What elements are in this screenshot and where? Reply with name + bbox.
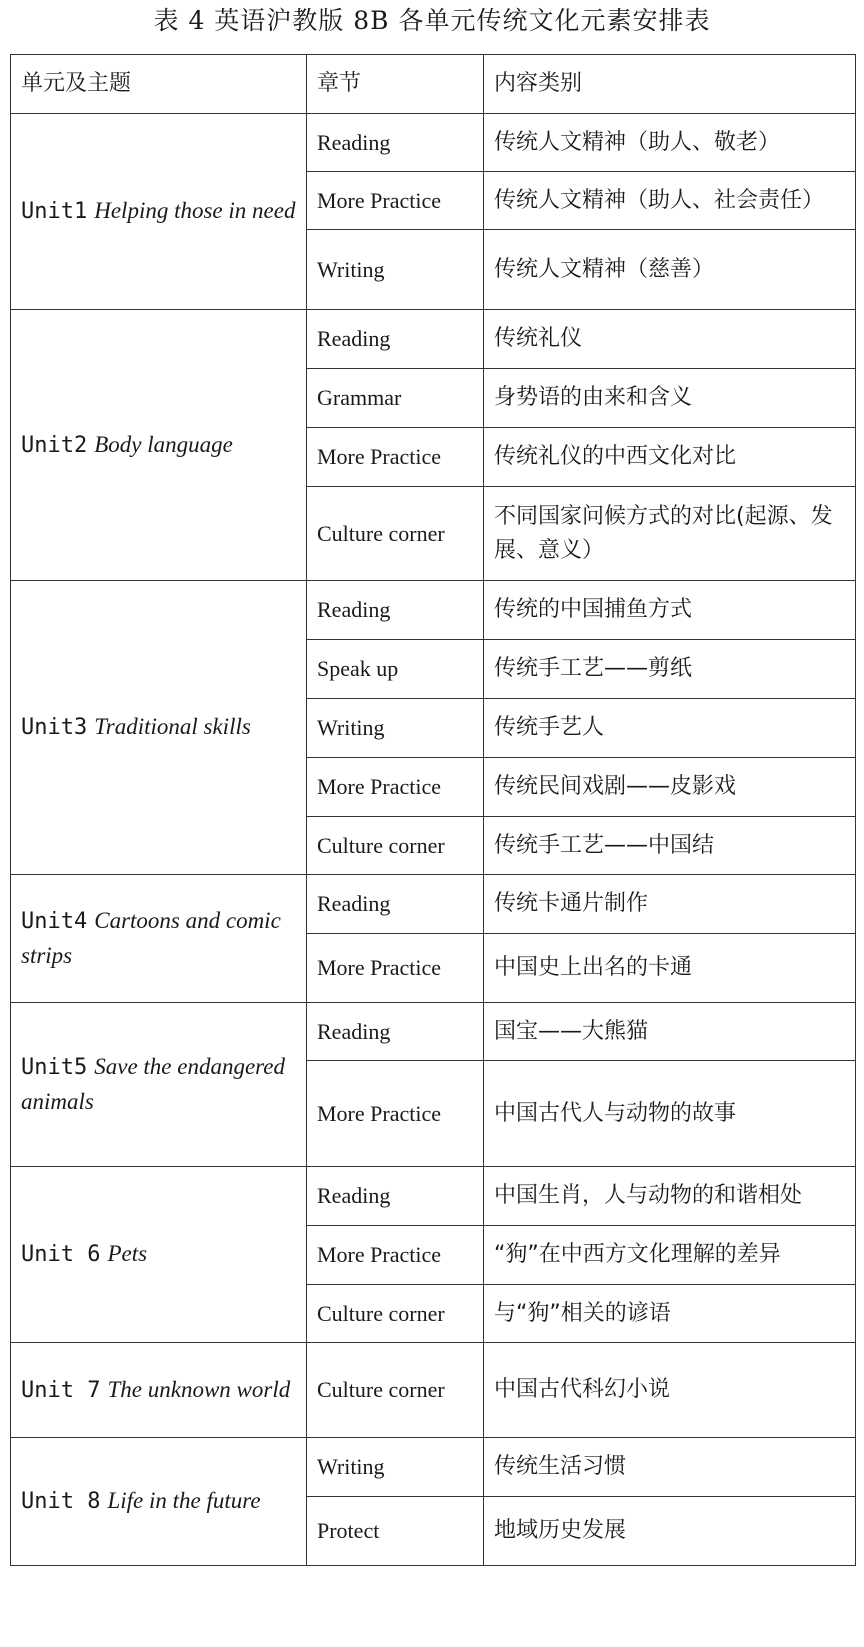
unit-cell-6 bbox=[11, 1167, 307, 1343]
section-cell: Reading bbox=[307, 1003, 484, 1061]
table-row bbox=[11, 1167, 856, 1226]
section-cell: More Practice bbox=[307, 172, 484, 230]
category-cell: 传统人文精神（助人、敬老） bbox=[484, 114, 856, 172]
section-cell: Culture corner bbox=[307, 1343, 484, 1438]
section-cell: Culture corner bbox=[307, 817, 484, 875]
unit-number: Unit4 bbox=[21, 908, 88, 934]
section-cell: More Practice bbox=[307, 758, 484, 817]
category-cell: “狗”在中西方文化理解的差异 bbox=[484, 1226, 856, 1285]
unit-title: Save the endangered animals bbox=[21, 1053, 285, 1114]
section-cell: Reading bbox=[307, 875, 484, 934]
unit-title: Life in the future bbox=[107, 1488, 261, 1513]
category-cell: 传统手艺人 bbox=[484, 699, 856, 758]
unit-number: Unit3 bbox=[21, 715, 88, 740]
table-row bbox=[11, 114, 856, 172]
unit-number: Unit 8 bbox=[21, 1489, 101, 1514]
table-row bbox=[11, 581, 856, 640]
section-cell: Culture corner bbox=[307, 1285, 484, 1343]
category-cell: 传统卡通片制作 bbox=[484, 875, 856, 934]
category-cell: 中国古代科幻小说 bbox=[484, 1343, 856, 1438]
unit-cell-3 bbox=[11, 581, 307, 875]
unit-title: Pets bbox=[107, 1241, 148, 1266]
category-cell: 不同国家问候方式的对比(起源、发展、意义） bbox=[484, 487, 856, 581]
category-cell: 传统礼仪的中西文化对比 bbox=[484, 428, 856, 487]
section-cell: More Practice bbox=[307, 934, 484, 1003]
header-unit: 单元及主题 bbox=[11, 55, 307, 114]
unit-cell-2 bbox=[11, 310, 307, 581]
unit-number: Unit 6 bbox=[21, 1242, 101, 1267]
unit-title: The unknown world bbox=[107, 1376, 291, 1402]
category-cell: 传统人文精神（慈善） bbox=[484, 230, 856, 310]
unit-number: Unit2 bbox=[21, 432, 88, 458]
table-row bbox=[11, 1343, 856, 1438]
unit-cell-8 bbox=[11, 1438, 307, 1566]
section-cell: Grammar bbox=[307, 369, 484, 428]
section-cell: Speak up bbox=[307, 640, 484, 699]
table-row bbox=[11, 875, 856, 934]
table-row bbox=[11, 1003, 856, 1061]
category-cell: 国宝——大熊猫 bbox=[484, 1003, 856, 1061]
unit-title: Helping those in need bbox=[94, 198, 296, 223]
unit-cell-7 bbox=[11, 1343, 307, 1438]
section-cell: Reading bbox=[307, 1167, 484, 1226]
table-row bbox=[11, 1438, 856, 1497]
unit-title: Body language bbox=[94, 431, 233, 457]
unit-number: Unit1 bbox=[21, 199, 88, 224]
table-row bbox=[11, 310, 856, 369]
header-category: 内容类别 bbox=[484, 55, 856, 114]
category-cell: 传统民间戏剧——皮影戏 bbox=[484, 758, 856, 817]
unit-cell-4 bbox=[11, 875, 307, 1003]
category-cell: 中国古代人与动物的故事 bbox=[484, 1061, 856, 1167]
unit-number: Unit 7 bbox=[21, 1377, 101, 1403]
unit-number: Unit5 bbox=[21, 1054, 88, 1080]
category-cell: 中国史上出名的卡通 bbox=[484, 934, 856, 1003]
section-cell: Writing bbox=[307, 230, 484, 310]
category-cell: 传统礼仪 bbox=[484, 310, 856, 369]
category-cell: 传统的中国捕鱼方式 bbox=[484, 581, 856, 640]
section-cell: Reading bbox=[307, 310, 484, 369]
category-cell: 传统生活习惯 bbox=[484, 1438, 856, 1497]
section-cell: Writing bbox=[307, 1438, 484, 1497]
section-cell: More Practice bbox=[307, 1226, 484, 1285]
category-cell: 与“狗”相关的谚语 bbox=[484, 1285, 856, 1343]
section-cell: More Practice bbox=[307, 428, 484, 487]
unit-cell-1 bbox=[11, 114, 307, 310]
category-cell: 中国生肖，人与动物的和谐相处 bbox=[484, 1167, 856, 1226]
section-cell: Protect bbox=[307, 1497, 484, 1566]
table-caption: 表 4 英语沪教版 8B 各单元传统文化元素安排表 bbox=[153, 6, 711, 35]
table-header-row bbox=[11, 55, 856, 114]
unit-cell-5 bbox=[11, 1003, 307, 1167]
header-section: 章节 bbox=[307, 55, 484, 114]
section-cell: Culture corner bbox=[307, 487, 484, 581]
category-cell: 身势语的由来和含义 bbox=[484, 369, 856, 428]
section-cell: Reading bbox=[307, 114, 484, 172]
unit-title: Cartoons and comic strips bbox=[21, 907, 281, 968]
section-cell: Reading bbox=[307, 581, 484, 640]
unit-title: Traditional skills bbox=[94, 714, 251, 739]
category-cell: 传统手工艺——剪纸 bbox=[484, 640, 856, 699]
section-cell: More Practice bbox=[307, 1061, 484, 1167]
category-cell: 地域历史发展 bbox=[484, 1497, 856, 1566]
unit-culture-table bbox=[10, 54, 856, 1566]
category-cell: 传统手工艺——中国结 bbox=[484, 817, 856, 875]
section-cell: Writing bbox=[307, 699, 484, 758]
category-cell: 传统人文精神（助人、社会责任） bbox=[484, 172, 856, 230]
